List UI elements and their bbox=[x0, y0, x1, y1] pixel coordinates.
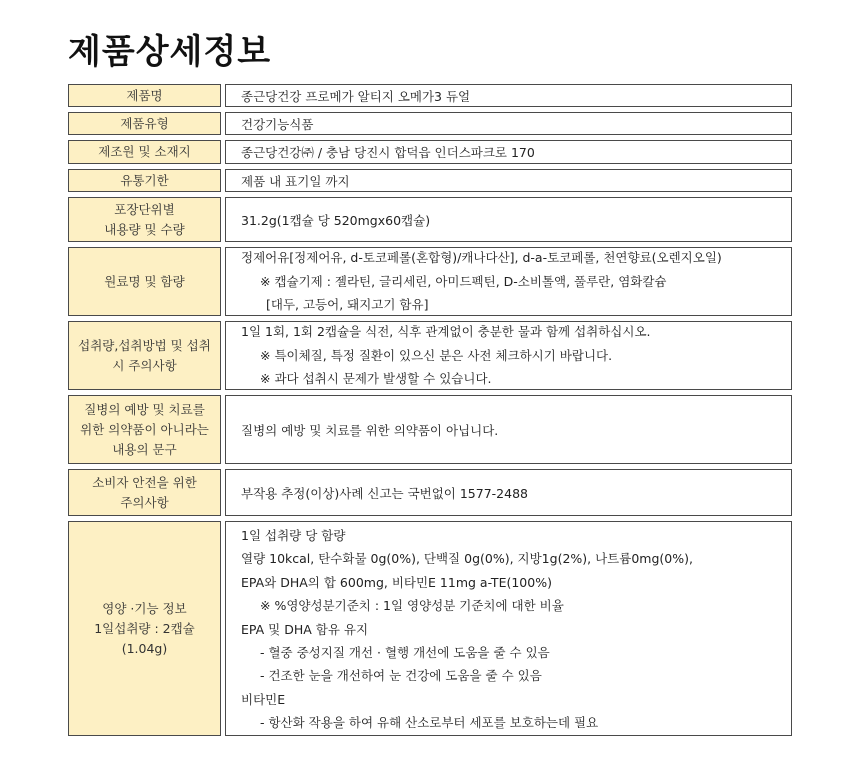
info-row-package-quantity bbox=[68, 197, 792, 242]
info-row-nutrition bbox=[68, 521, 792, 736]
row-label: 유통기한 bbox=[68, 169, 221, 192]
row-value: 종근당건강 프로메가 알티지 오메가3 듀얼 bbox=[225, 84, 792, 107]
row-value: 1일 1회, 1회 2캡슐을 식전, 식후 관계없이 충분한 물과 함께 섭취하십시오. ※ 특이체질, 특정 질환이 있으신 분은 사전 체크하시기 바랍니다. ※ 과다 섭취시 문제가 발생할 수 있습니다. bbox=[225, 321, 792, 390]
row-value: 1일 섭취량 당 함량 열량 10kcal, 탄수화물 0g(0%), 단백질 0g(0%), 지방1g(2%), 나트륨0mg(0%), EPA와 DHA의 합 600mg, 비타민E 11mg a-TE(100%) ※ %영양성분기준치 : 1일 영양성분 기준치에 대한 비율 EPA 및 DHA 함유 유지 - 혈중 중성지질 개선 · 혈행 개선에 도움을 줄 수 있음 - 건조한 눈을 개선하여 눈 건강에 도움을 줄 수 있음 비타민E - 항산화 작용을 하여 유해 산소로부터 세포를 보호하는데 필요 bbox=[225, 521, 792, 736]
row-label: 포장단위별 내용량 및 수량 bbox=[68, 197, 221, 242]
row-label: 제조원 및 소재지 bbox=[68, 140, 221, 164]
row-label: 제품유형 bbox=[68, 112, 221, 135]
row-label: 소비자 안전을 위한 주의사항 bbox=[68, 469, 221, 516]
row-label: 섭취량,섭취방법 및 섭취 시 주의사항 bbox=[68, 321, 221, 390]
info-row-product-name bbox=[68, 84, 792, 107]
page-title: 제품상세정보 bbox=[68, 32, 272, 72]
info-row-product-type bbox=[68, 112, 792, 135]
info-row-consumer-safety bbox=[68, 469, 792, 516]
info-row-expiry bbox=[68, 169, 792, 192]
row-label: 영양 ·기능 정보 1일섭취량 : 2캡슐 (1.04g) bbox=[68, 521, 221, 736]
row-value: 부작용 추정(이상)사례 신고는 국번없이 1577-2488 bbox=[225, 469, 792, 516]
row-value: 종근당건강㈜ / 충남 당진시 합덕읍 인더스파크로 170 bbox=[225, 140, 792, 164]
row-value: 제품 내 표기일 까지 bbox=[225, 169, 792, 192]
info-row-intake-method bbox=[68, 321, 792, 390]
row-value: 질병의 예방 및 치료를 위한 의약품이 아닙니다. bbox=[225, 395, 792, 464]
info-row-ingredients bbox=[68, 247, 792, 316]
info-row-not-medicine bbox=[68, 395, 792, 464]
row-label: 제품명 bbox=[68, 84, 221, 107]
row-value: 건강기능식품 bbox=[225, 112, 792, 135]
row-label: 원료명 및 함량 bbox=[68, 247, 221, 316]
info-row-manufacturer bbox=[68, 140, 792, 164]
row-label: 질병의 예방 및 치료를 위한 의약품이 아니라는 내용의 문구 bbox=[68, 395, 221, 464]
row-value: 31.2g(1캡슐 당 520mgx60캡슐) bbox=[225, 197, 792, 242]
row-value: 정제어유[정제어유, d-토코페롤(혼합형)/캐나다산], d-a-토코페롤, 천연향료(오렌지오일) ※ 캡슐기제 : 젤라틴, 글리세린, 아미드펙틴, D-소비톨액, 풀루란, 염화칼슘 [대두, 고등어, 돼지고기 함유] bbox=[225, 247, 792, 316]
